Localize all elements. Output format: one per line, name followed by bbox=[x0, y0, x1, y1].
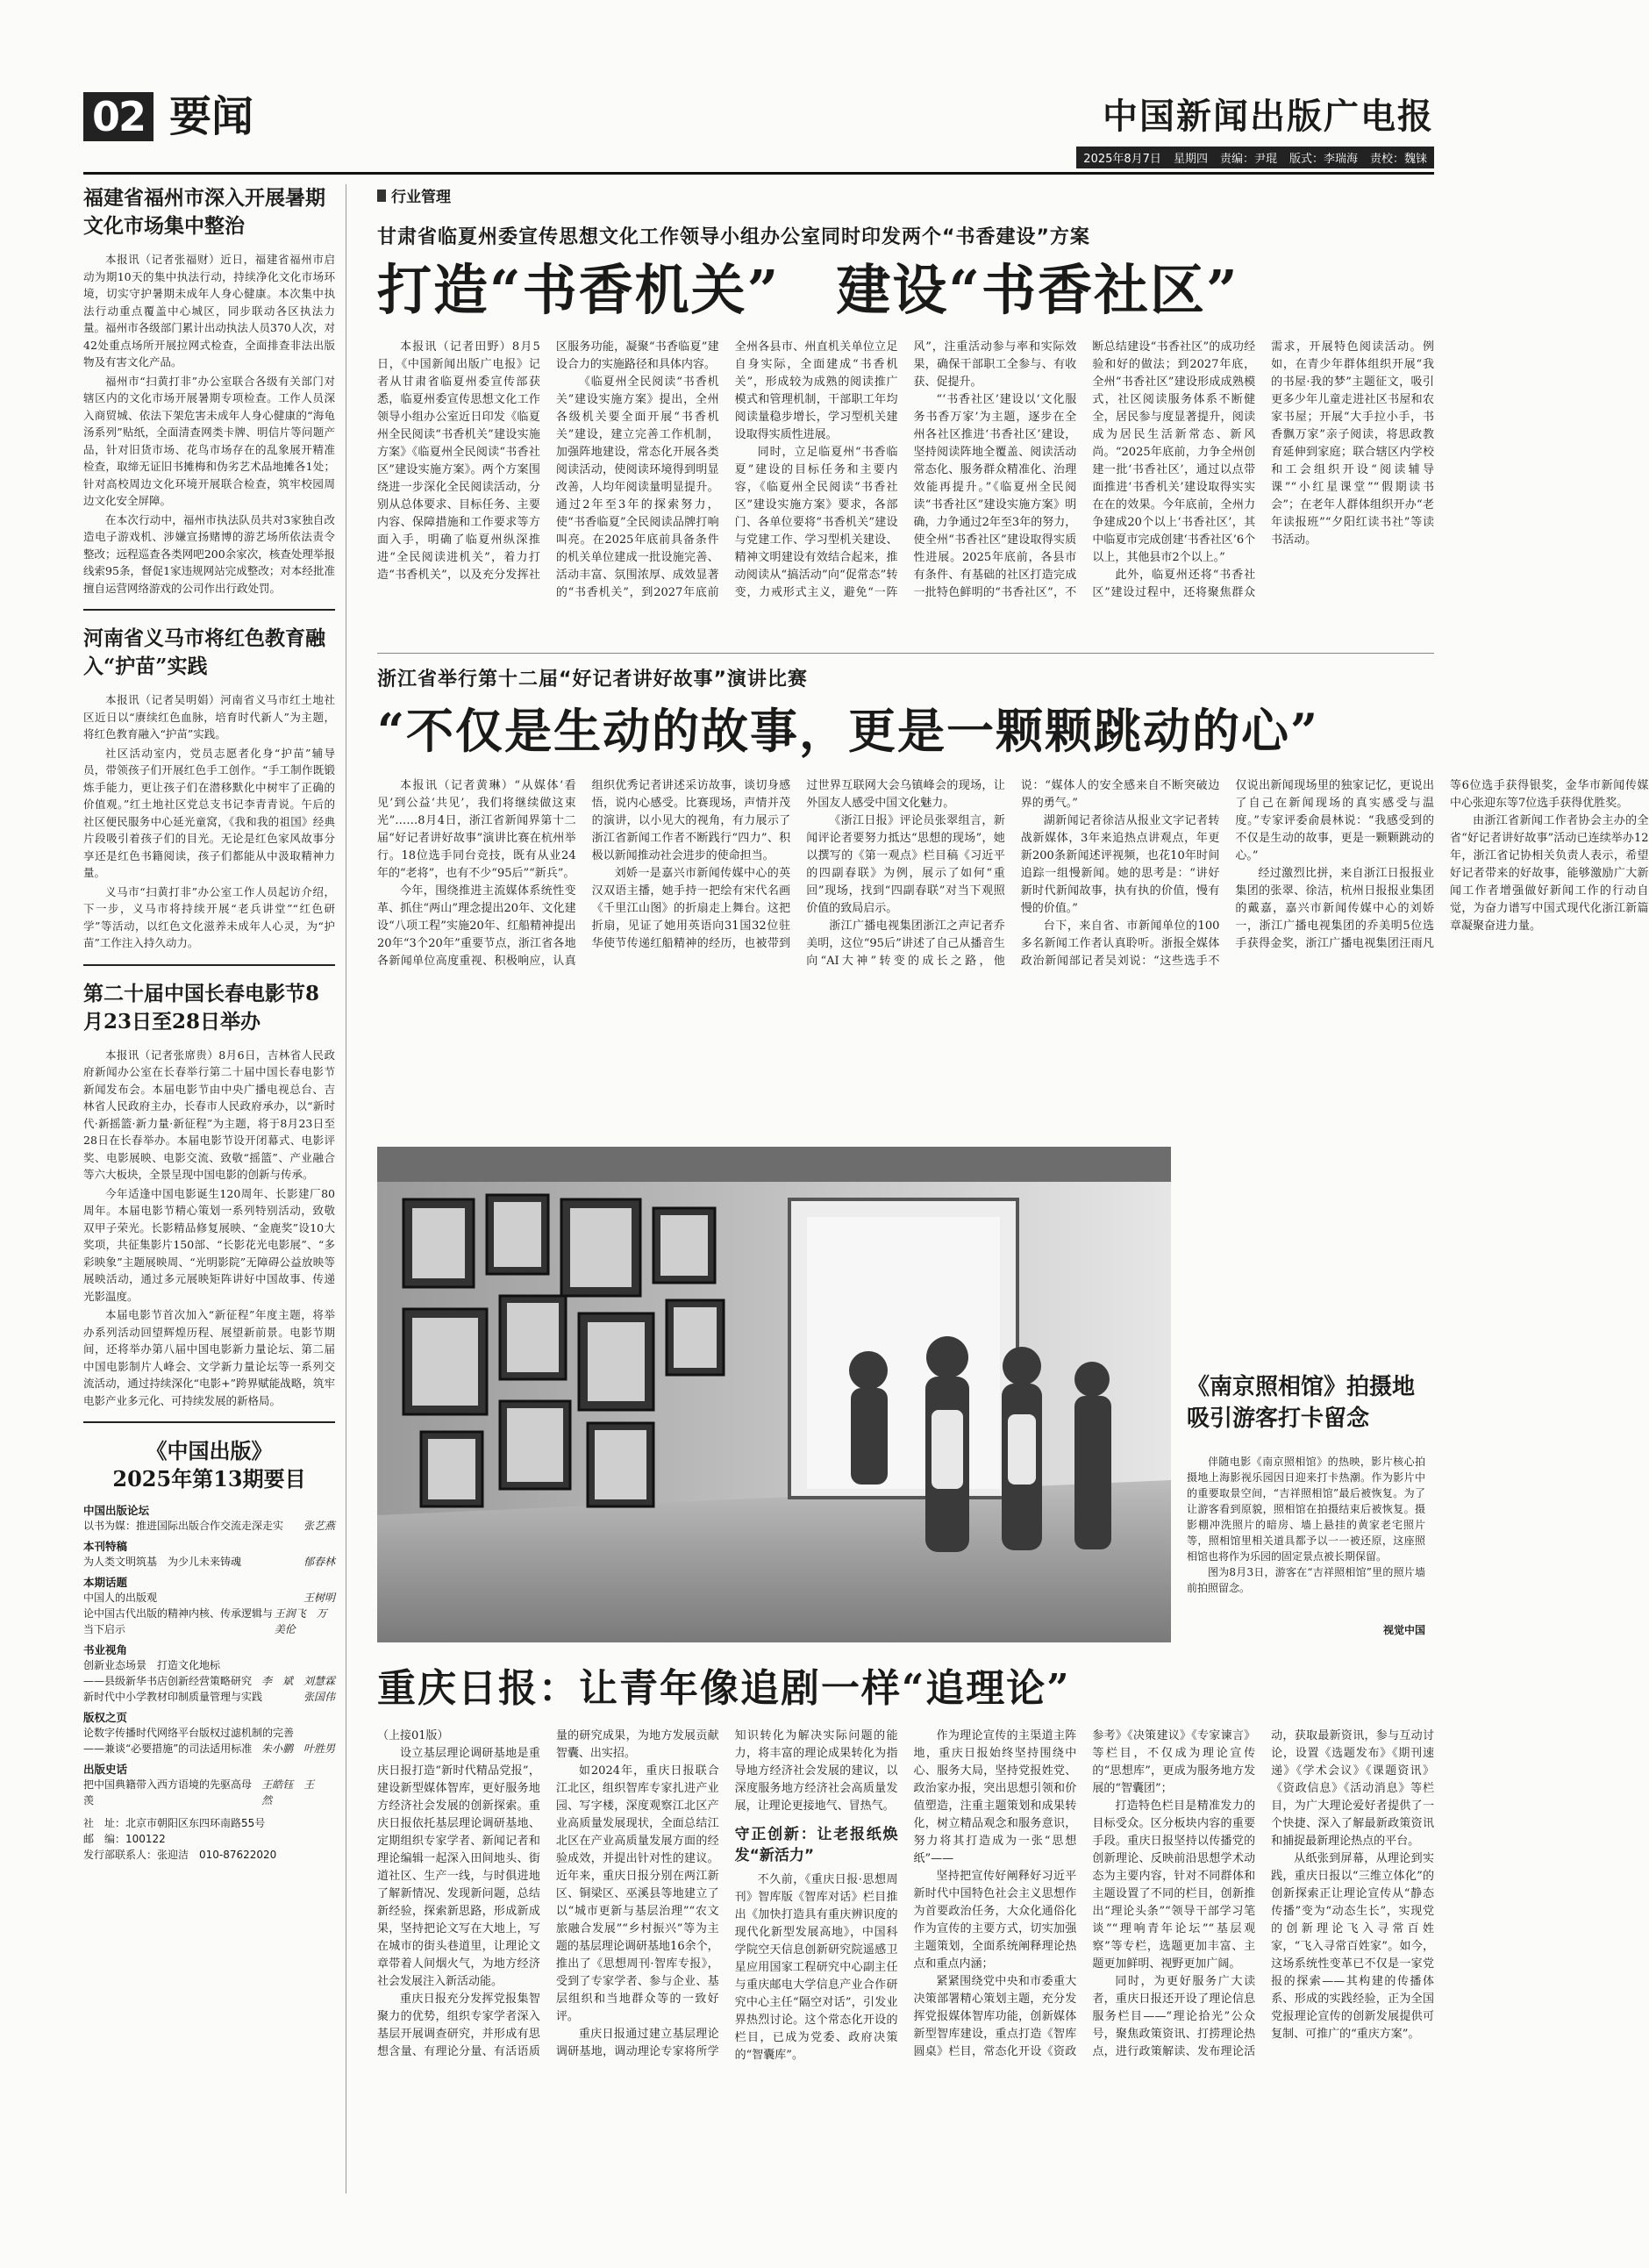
paragraph: 经过激烈比拼，来自浙江日报报业集团的张翠、徐洁，杭州日报报业集团的戴嘉，嘉兴市新闻传媒中心的刘娇一，浙江广播电视集团的乔美明5位选手获得金奖，浙江广播电视集团汪雨凡等6位选手获得银奖，金华市新闻传媒中心张迎东等7位选手获得优胜奖。 bbox=[1235, 779, 1649, 950]
paragraph: 今年适逢中国电影诞生120周年、长影建厂80周年。本届电影节精心策划一系列特别活动，致敬双甲子荣光。长影精品修复展映、“金鹿奖”设10大奖项，共征集影片150部、“长影花光电影展”、“多彩映象”主题展映周、“光明影院”无障碍公益放映等展映活动，通过多元展映矩阵讲好中国故事、传递光影温度。 bbox=[83, 1186, 335, 1303]
toc-list bbox=[83, 1502, 335, 1808]
paragraph: 福州市“扫黄打非”办公室联合各级有关部门对辖区内的文化市场开展暑期专项检查。工作人员深入商贸城、依法下架危害未成年人身心健康的“海龟汤系列”贴纸，全面清查网类卡牌、明信片等问题产品，针对旧货市场、花鸟市场存在的乱象展开精准检查，取缔无证旧书摊梅和伪劣艺术品地摊各1处；针对高校周边文化环境开展联合检查，筑牢校园周边文化安全屏障。 bbox=[83, 374, 335, 507]
paragraph: 图为8月3日，游客在“吉祥照相馆”里的照片墙前拍照留念。 bbox=[1187, 1566, 1425, 1594]
toc-item-title: 中国人的出版观 bbox=[83, 1592, 158, 1604]
toc-item-author: 王润飞 万美伦 bbox=[274, 1607, 327, 1635]
paragraph: 从纸张到屏幕，从理论到实践，重庆日报以“三维立体化”的创新探索正让理论宣传从“静态传播”变为“动态生长”，实现党的创新理论飞入寻常百姓家，“飞入寻常百姓家”。如今，这场系统性变革已不仅是一家党报的探索——其构建的传播体系、形成的实践经验，正为全国党报理论宣传的创新发展提供可复制、可推广的“重庆方案”。 bbox=[1271, 1852, 1434, 2041]
paragraph: 《临夏州全民阅读“书香机关”建设实施方案》提出，全州各级机关要全面开展“书香机关”建设，建立完善工作机制，加强阵地建设，常态化开展各类阅读活动，使阅读环境得到明显改善，人均年阅读量明显提升。通过2年至3年的探索努力，使“书香临夏”全民阅读品牌打响叫亮。在2025年底前具备条件的机关单位建成一批设施完善、活动丰富、氛围浓厚、成效显著的“书香机关”，到2027年底前全州各县市、州直机关单位立足自身实际，全面建成“书香机关”，形成较为成熟的阅读推广模式和管理机制，干部职工年均阅读量稳步增长，学习型机关建设取得实质性进展。 bbox=[555, 340, 898, 599]
toc-item bbox=[83, 1689, 335, 1705]
paragraph: 紧紧围绕党中央和市委重大决策部署精心策划主题，充分发挥党报媒体智库功能，创新媒体新型智库建设，重点打造《智库圆桌》栏目，常态化开设《资政参考》《决策建议》《专家谏言》等栏目，不仅成为理论宣传的“思想库”，更成为服务地方发展的“智囊团”； bbox=[913, 1729, 1256, 2058]
toc-item-title: ——县级新华书店创新经营策略研究 bbox=[83, 1675, 253, 1687]
paragraph: 设立基层理论调研基地是重庆日报打造“新时代精品党报”，建设新型媒体智库，更好服务地方经济社会发展的创新探索。重庆日报依托基层理论调研基地、定期组织专家学者、新闻记者和理论编辑一起深入田间地头、街道社区、生产一线，与时俱进地了解新情况、发现新问题，总结新经验，探索新思路，形成新成果，坚持把论文写在大地上，写在城市的街头巷道里，让理论文章带着人间烟火气，为地方经济社会发展注入新活动能。 bbox=[377, 1747, 540, 1988]
paragraph: 《浙江日报》评论员张翠组言，新闻评论者要努力抵达“思想的现场”，她以撰写的《第一观点》栏目稿《习近平的四副春联》为例，展示了如何“重回”现场，找到“四副春联”对当下观照价值的致局启示。 bbox=[806, 814, 1005, 915]
proofreader-credit: 责校：魏铼 bbox=[1369, 153, 1427, 166]
paragraph: 本报讯（记者田野）8月5日，《中国新闻出版广电报》记者从甘肃省临夏州委宣传部获悉，临夏州委宣传思想文化工作领导小组办公室近日印发《临夏州全民阅读“书香机关”建设实施方案》《临夏州全民阅读“书香社区”建设实施方案》。两个方案围绕进一步深化全民阅读活动，分别从总体要求、目标任务、主要内容、保障措施和工作要求等方面入手，明确了临夏州纵深推进“全民阅读进机关”，着力打造“书香机关”，以及充分发挥社区服务功能，凝聚“书香临夏”建设合力的实施路径和具体内容。 bbox=[377, 340, 719, 582]
postcode: 邮 编：100122 bbox=[83, 1833, 166, 1845]
photo-caption-body bbox=[1187, 1454, 1425, 1596]
toc-section-heading: 中国出版论坛 bbox=[83, 1504, 150, 1517]
issue-weekday: 星期四 bbox=[1173, 153, 1208, 166]
paragraph: 湖新闻记者徐洁从报业文字记者转战新媒体，3年来追热点讲观点，年更新200条新闻述评视频，也花10年时间追踪一组慢新闻。她的思考是：“讲好新时代新闻故事，执有执的价值，慢有慢的价值。” bbox=[1020, 814, 1220, 915]
toc-item-author: 朱小鹏 叶胜男 bbox=[261, 1742, 335, 1755]
paragraph: 坚持把宣传好阐释好习近平新时代中国特色社会主义思想作为首要政治任务，大众化通俗化作为宣传的主要方式，切实加强主题策划，全面系统阐释理论热点和重点内涵； bbox=[913, 1870, 1077, 1971]
story1-headline: 打造“书香机关” 建设“书香社区” bbox=[377, 258, 1239, 322]
paragraph: 本报讯（记者黄琳）“从媒体‘看见’到公益‘共见’，我们将继续做这束光”……8月4日，浙江省新闻界第十二届“好记者讲好故事”演讲比赛在杭州举行。18位选手同台竞技，既有从业24年的“老将”，也有不少“95后”“新兵”。 bbox=[377, 779, 576, 880]
toc-item-title: 论数字传播时代网络平台版权过滤机制的完善 bbox=[83, 1727, 295, 1739]
paragraph: 本届电影节首次加入“新征程”年度主题，将举办系列活动回望辉煌历程、展望新前景。电影节期间，还将举办第八届中国电影新力量论坛、第二届中国电影制片人峰会、文学新力量论坛等一系列交流活动，通过持续深化“电影+”跨界赋能战略，筑牢电影产业多元化、可持续发展的新格局。 bbox=[83, 1308, 335, 1407]
article-body bbox=[83, 251, 335, 597]
paragraph: 打造特色栏目是精准发力的目标受众。区分板块内容的重要手段。重庆日报坚持以传播党的创新理论、反映前沿思想学术动态为主要内容，针对不同群体和主题设置了不同的栏目，创新推出“理论头条”“领导干部学习笔谈”“理响青年论坛”“基层观察”等专栏，选题更加丰富、主题更加鲜明、视野更加广阔。 bbox=[1092, 1799, 1256, 1971]
paper-name: 中国新闻出版广电报 bbox=[1103, 96, 1434, 137]
story2-body bbox=[377, 777, 1649, 986]
toc-item-title: 为人类文明筑基 为少儿未来铸魂 bbox=[83, 1556, 242, 1568]
paragraph: 今年，围绕推进主流媒体系统性变革、抓住“两山”理念提出20年、文化建设“八项工程”实施20年、红船精神提出20年“3个20年”重要节点，浙江省各地各新闻单位高度重视、积极响应，认真组织优秀记者讲述采访故事，谈切身感悟，说内心感受。比赛现场，声情并茂的演讲，以小见大的视角，有力展示了浙江省新闻工作者不断践行“四力”、积极以新闻推动社会进步的使命担当。 bbox=[377, 779, 791, 968]
toc-item-author: 王树明 bbox=[303, 1592, 335, 1604]
article-title: 河南省义马市将红色教育融入“护苗”实践 bbox=[83, 626, 325, 678]
paragraph: 重庆日报充分发挥党报集智聚力的优势，组织专家学者深入基层开展调查研究，并形成有思想含量、有理论分量、有活语质量的研究成果，为地方发展贡献智囊、出实招。 bbox=[377, 1729, 719, 2058]
story3-body bbox=[377, 1728, 1434, 2228]
paragraph: 义马市“扫黄打非”办公室工作人员起访介绍，下一步，义马市将持续开展“老兵讲堂”“红色研学”等活动，以红色文化滋养未成年人心灵，为“护苗”工作注入持久动力。 bbox=[83, 884, 335, 949]
paragraph: （上接01版） bbox=[377, 1729, 449, 1742]
paragraph: 本报讯（记者吴明娟）河南省义马市红土地社区近日以“赓续红色血脉，培育时代新人”为主题，将红色教育融入“护苗”实践。 bbox=[83, 693, 335, 740]
toc-item bbox=[83, 1673, 335, 1689]
section-name: 要闻 bbox=[169, 92, 254, 141]
toc-title-line: 2025年第13期要目 bbox=[112, 1466, 306, 1492]
divider bbox=[83, 964, 335, 966]
toc-box bbox=[83, 1437, 335, 1863]
masthead bbox=[83, 92, 1434, 169]
paragraph: 刘娇一是嘉兴市新闻传媒中心的英汉双语主播，她手持一把绘有宋代名画《千里江山图》的折扇走上舞台。这把折扇，见证了她用英语向31国32位驻华使节传递红船精神的经历，也被带到过世界互联网大会乌镇峰会的现场，让外国友人感受中国文化魅力。 bbox=[591, 779, 1005, 950]
column-tag: 行业管理 bbox=[377, 184, 1434, 206]
article-yima bbox=[83, 625, 335, 952]
toc-item-title: 新时代中小学教材印制质量管理与实践 bbox=[83, 1691, 263, 1703]
toc-item bbox=[83, 1725, 335, 1741]
paragraph: 台下，来自省、市新闻单位的100多名新闻工作者认真聆听。浙报全媒体政治新闻部记者吴刘说：“这些选手不仅说出新闻现场里的独家记忆，更说出了自己在新闻现场的真实感受与温度。”专家评委俞晨林说：“我感受到的不仅是生动的故事，更是一颗颗跳动的心。” bbox=[1020, 779, 1434, 968]
paragraph: 作为理论宣传的主渠道主阵地，重庆日报始终坚持围绕中心、服务大局，坚持党报姓党、政治家办报，突出思想引领和价值塑造，注重主题策划和成果转化，树立精品观念和服务意识，努力将其打造成为一张“思想纸”—— bbox=[913, 1729, 1077, 1865]
toc-item-author: 王皓钰 王 然 bbox=[261, 1778, 325, 1807]
toc-item-title: 创新业态场景 打造文化地标 bbox=[83, 1659, 221, 1671]
designer-credit: 版式：李瑞海 bbox=[1289, 153, 1358, 166]
story3-subheading: 守正创新：让老报纸焕发“新活力” bbox=[734, 1826, 898, 1864]
toc-item-author: 张艺燕 bbox=[303, 1520, 335, 1532]
address: 社 址：北京市朝阳区东四环南路55号 bbox=[83, 1817, 266, 1829]
left-column bbox=[83, 184, 346, 2193]
paragraph: 浙江广播电视集团浙江之声记者乔美明，这位“95后”讲述了自己从播音生向“AI大神”转变的成长之路，他说：“媒体人的安全感来自不断突破边界的勇气。” bbox=[806, 779, 1220, 968]
page-number: 02 bbox=[83, 92, 153, 141]
article-changchun bbox=[83, 980, 335, 1410]
story2-kicker: 浙江省举行第十二届“好记者讲好故事”演讲比赛 bbox=[377, 669, 808, 690]
masthead-rule bbox=[83, 172, 1434, 175]
toc-item-author: 张国伟 bbox=[303, 1691, 335, 1703]
article-title: 福建省福州市深入开展暑期文化市场集中整治 bbox=[83, 186, 325, 238]
contact: 发行部联系人：张迎洁 010-87622020 bbox=[83, 1849, 277, 1861]
photo-credit: 视觉中国 bbox=[1382, 1624, 1425, 1636]
story3-headline: 重庆日报：让青年像追剧一样“追理论” bbox=[377, 1666, 1071, 1711]
toc-section-heading: 出版史话 bbox=[83, 1763, 128, 1776]
toc-item bbox=[83, 1741, 335, 1756]
toc-item-author: 李 斌 刘慧霖 bbox=[261, 1675, 335, 1687]
paragraph: 由浙江省新闻工作者协会主办的全省“好记者讲好故事”活动已连续举办12年，浙江省记协相关负责人表示，希望好记者带来的好故事，能够激励广大新闻工作者增强做好新闻工作的行动自觉，为奋力谱写中国式现代化浙江新篇章凝聚奋进力量。 bbox=[1449, 814, 1649, 933]
paragraph: 同时，立足临夏州“书香临夏”建设的目标任务和主要内容，《临夏州全民阅读“书香社区”建设实施方案》要求，各部门、各单位要将“书香机关”建设与党建工作、学习型机关建设、精神文明建设有效结合起来，推动阅读从“搞活动”向“促常态”转变，力戒形式主义，避免“一阵风”，注重活动参与率和实际效果，确保干部职工全参与、有收获、促提升。 bbox=[734, 340, 1077, 599]
toc-section-heading: 本刊特稿 bbox=[83, 1540, 128, 1553]
toc-section-heading: 本期话题 bbox=[83, 1576, 128, 1589]
main-column bbox=[377, 184, 1649, 986]
paragraph: 重庆日报通过建立基层理论调研基地，调动理论专家将所学知识转化为解决实际问题的能力，将丰富的理论成果转化为指导地方经济社会发展的建议，以深度服务地方经济社会高质量发展，让理论更接地气、冒热气。 bbox=[555, 1729, 898, 2058]
article-fuzhou bbox=[83, 184, 335, 597]
paragraph: 不久前，《重庆日报·思想周刊》智库版《智库对话》栏目推出《加快打造具有重庆辨识度的现代化新型发展高地》，中国科学院空天信息创新研究院遥感卫星应用国家工程研究中心副主任与重庆邮电大学信息产业合作研究中心主任“隔空对话”，引发业界热烈讨论。这个常态化开设的栏目，已成为党委、政府决策的“智囊库”。 bbox=[734, 1873, 898, 2062]
toc-item bbox=[83, 1518, 335, 1534]
story3 bbox=[377, 1663, 1434, 2228]
edition-info-bar bbox=[1076, 147, 1434, 168]
photo-block bbox=[377, 1147, 1434, 1642]
toc-section-heading: 版权之页 bbox=[83, 1711, 128, 1724]
issue-date: 2025年8月7日 bbox=[1083, 153, 1161, 166]
toc-item bbox=[83, 1657, 335, 1673]
toc-item bbox=[83, 1590, 335, 1606]
article-title: 第二十届中国长春电影节8月23日至28日举办 bbox=[83, 981, 320, 1034]
paragraph: 社区活动室内，党员志愿者化身“护苗”辅导员，带领孩子们开展红色手工创作。“手工制作既锻炼手能力，更让孩子们在潜移默化中树牢了正确的价值观。”红土地社区党总支书记李青青说。午后的社区便民服务中心延光童窝，《我和我的祖国》经典片段吸引着孩子们的目光。无论是红色家风故事分享还是红色书籍阅读，孩子们都能从中汲取精神力量。 bbox=[83, 746, 335, 879]
story1-kicker: 甘肃省临夏州委宣传思想文化工作领导小组办公室同时印发两个“书香建设”方案 bbox=[377, 226, 1090, 248]
toc-item bbox=[83, 1777, 335, 1808]
paragraph: “‘书香社区’建设以‘文化服务书香万家’为主题，逐步在全州各社区推进‘书香社区’建设，坚持阅读阵地全覆盖、阅读活动常态化、服务群众精准化、治理效能再提升。”《临夏州全民阅读“书香社区”建设实施方案》明确，力争通过2年至3年的努力，使全州“书香社区”建设取得实质性进展。2025年底前，各县市有条件、有基础的社区打造完成一批特色鲜明的“书香社区”，不断总结建设“书香社区”的成功经验和好的做法；到2027年底，全州“书香社区”建设形成成熟模式，社区阅读服务体系不断健全，居民参与度显著提升，阅读成为居民生活新常态、新风尚。“2025年底前，力争全州创建一批‘书香社区’，通过以点带面推进‘书香机关’建设取得实实在在的效果。今年底前，全州力争建成20个以上‘书香社区’，其中临夏市完成创建‘书香社区’6个以上，其他县市2个以上。” bbox=[913, 340, 1256, 599]
toc-title bbox=[83, 1437, 335, 1493]
paragraph: 本报讯（记者张席贵）8月6日，吉林省人民政府新闻办公室在长春举行第二十届中国长春电影节新闻发布会。本届电影节由中央广播电视总台、吉林省人民政府主办，长春市人民政府承办，以“新时代·新摇篮·新力量·新征程”为主题，将于8月23日至28日在长春举办。本届电影节设开闭幕式、电影评奖、电影展映、电影交流、致敬“摇篮”、产业融合等六大板块，全景呈现中国电影的创新与传承。 bbox=[83, 1048, 335, 1181]
paragraph: 同时，为更好服务广大读者，重庆日报还开设了理论信息服务栏目——“理论拾光”公众号，聚焦政策资讯、打捞理论热点，进行政策解读、发布理论活动，获取最新资讯，参与互动讨论，设置《选题发布》《期刊速递》《学术会议》《课题资讯》《资政信息》《活动消息》等栏目，为广大理论爱好者提供了一个快捷、深入了解最新政策资讯和捕捉最新理论热点的平台。 bbox=[1092, 1729, 1434, 2058]
editor-credit: 责编：尹琨 bbox=[1219, 153, 1277, 166]
toc-item bbox=[83, 1554, 335, 1570]
paragraph: 如2024年，重庆日报联合江北区，组织智库专家扎进产业园、写字楼，深度观察江北区产业高质量发展现状，全面总结江北区在产业高质量发展方面的经验成效，并提出针对性的建议。近年来，重庆日报分别在两江新区、铜梁区、巫溪县等地建立了以“城市更新与基层治理”“农文旅融合发展”“乡村振兴”等为主题的基层理论调研基地16余个，推出了《思想周刊·智库专报》，受到了专家学者、参与企业、基层组织和当地群众等的一致好评。 bbox=[555, 1764, 719, 2023]
story1-body bbox=[377, 339, 1434, 642]
story2-headline: “不仅是生动的故事，更是一颗颗跳动的心” bbox=[377, 703, 1320, 759]
toc-item-title: 以书为媒：推进国际出版合作交流走深走实 bbox=[83, 1520, 284, 1532]
divider bbox=[83, 1421, 335, 1423]
article-body bbox=[83, 691, 335, 952]
divider bbox=[377, 653, 1434, 654]
article-body bbox=[83, 1047, 335, 1410]
toc-item-author: 郁春林 bbox=[303, 1556, 335, 1568]
paragraph: 伴随电影《南京照相馆》的热映，影片核心拍摄地上海影视乐园因日迎来打卡热潮。作为影片中的重要取景空间，“吉祥照相馆”最后被恢复。为了让游客看到原貌，照相馆在拍摄结束后被恢复。摄影棚冲洗照片的暗房、墙上悬挂的黄家老宅照片等，照相馆里相关道具都予以一一被还原，这座照相馆也将作为乐园的固定景点被长期保留。 bbox=[1187, 1456, 1425, 1563]
toc-item-title: 把中国典籍带入西方语境的先驱高母羡 bbox=[83, 1778, 253, 1807]
photo-caption-title: 《南京照相馆》拍摄地吸引游客打卡留念 bbox=[1187, 1374, 1416, 1432]
toc-item-title: ——兼谈“必要措施”的司法适用标准 bbox=[83, 1742, 253, 1755]
toc-footer bbox=[83, 1815, 335, 1863]
toc-title-line: 《中国出版》 bbox=[146, 1438, 273, 1463]
photo-gallery-visitors bbox=[377, 1147, 1171, 1642]
divider bbox=[83, 609, 335, 611]
paragraph: 在本次行动中，福州市执法队员共对3家独自改造电子游戏机、涉嫌宣扬赌博的游艺场所依法责令整改；远程巡查各类网吧200余家次，核查处理举报线索95条，督促1家违规网站完成整改；对本经批准擅自运营网络游戏的公司作出行政处罚。 bbox=[83, 512, 335, 595]
paragraph: 本报讯（记者张福财）近日，福建省福州市启动为期10天的集中执法行动，持续净化文化市场环境，切实守护暑期未成年人身心健康。本次集中执法行动重点覆盖中心城区，同步联动各区执法力量。福州市各级部门累计出动执法人员370人次，对42处重点场所开展拉网式检查，全面排查非法出版物及有害文化产品。 bbox=[83, 253, 335, 368]
paragraph: 此外，临夏州还将“书香社区”建设过程中，还将聚焦群众需求，开展特色阅读活动。例如，在青少年群体组织开展“我的书屋·我的梦”主题征文，吸引更多少年儿童走进社区书屋和农家书屋；开展“大手拉小手，书香飘万家”亲子阅读，将思政教育延伸到家庭；联合辖区内学校和工会组织开设“阅读辅导课”“小红星课堂”“假期读书会”；在老年人群体组织开办“老年读报班”“夕阳红读书社”等读书活动。 bbox=[1092, 340, 1434, 599]
toc-item-title: 论中国古代出版的精神内核、传承逻辑与当下启示 bbox=[83, 1607, 274, 1635]
toc-section-heading: 书业视角 bbox=[83, 1643, 128, 1656]
toc-item bbox=[83, 1606, 335, 1637]
